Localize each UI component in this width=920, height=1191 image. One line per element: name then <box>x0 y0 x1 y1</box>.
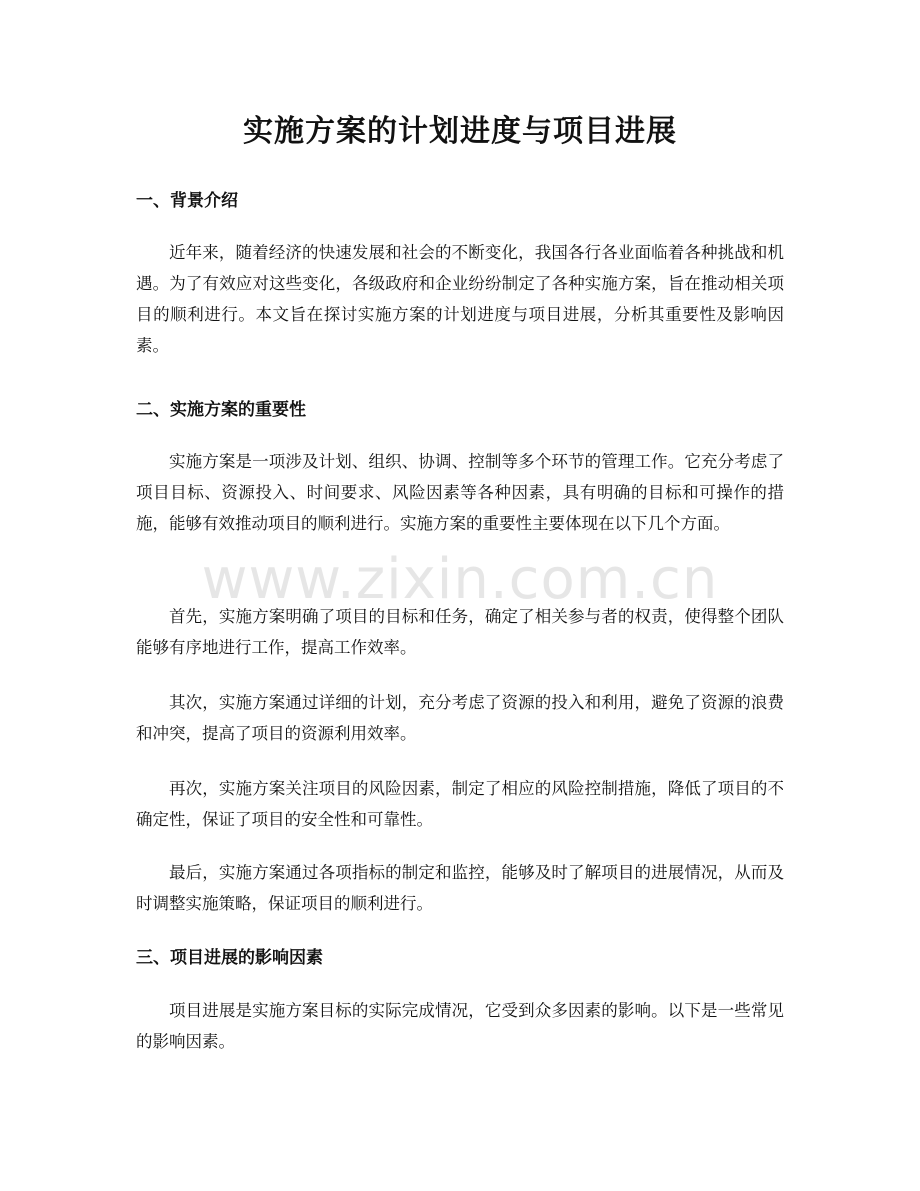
paragraph-importance-overview: 实施方案是一项涉及计划、组织、协调、控制等多个环节的管理工作。它充分考虑了项目目标、资源投入、时间要求、风险因素等各种因素，具有明确的目标和可操作的措施，能够有效推动项目的顺利进行。实施方案的重要性主要体现在以下几个方面。 <box>136 452 784 533</box>
paragraph-importance-last: 最后，实施方案通过各项指标的制定和监控，能够及时了解项目的进展情况，从而及时调整实施策略，保证项目的顺利进行。 <box>136 863 784 913</box>
section-heading-importance: 二、实施方案的重要性 <box>136 400 306 420</box>
paragraph-importance-third: 再次，实施方案关注项目的风险因素，制定了相应的风险控制措施，降低了项目的不确定性，保证了项目的安全性和可靠性。 <box>136 779 784 829</box>
paragraph-factors-intro: 项目进展是实施方案目标的实际完成情况，它受到众多因素的影响。以下是一些常见的影响因素。 <box>136 1001 784 1051</box>
paragraph-importance-second: 其次，实施方案通过详细的计划，充分考虑了资源的投入和利用，避免了资源的浪费和冲突，提高了项目的资源利用效率。 <box>136 693 784 743</box>
section-heading-factors: 三、项目进展的影响因素 <box>136 948 323 968</box>
section-heading-background: 一、背景介绍 <box>136 191 238 211</box>
paragraph-background-intro: 近年来，随着经济的快速发展和社会的不断变化，我国各行各业面临着各种挑战和机遇。为了有效应对这些变化，各级政府和企业纷纷制定了各种实施方案，旨在推动相关项目的顺利进行。本文旨在探讨实施方案的计划进度与项目进展，分析其重要性及影响因素。 <box>136 243 784 355</box>
document-title: 实施方案的计划进度与项目进展 <box>243 114 677 149</box>
paragraph-importance-first: 首先，实施方案明确了项目的目标和任务，确定了相关参与者的权责，使得整个团队能够有序地进行工作，提高工作效率。 <box>136 607 784 657</box>
watermark-text: www.zixin.com.cn <box>201 547 719 612</box>
